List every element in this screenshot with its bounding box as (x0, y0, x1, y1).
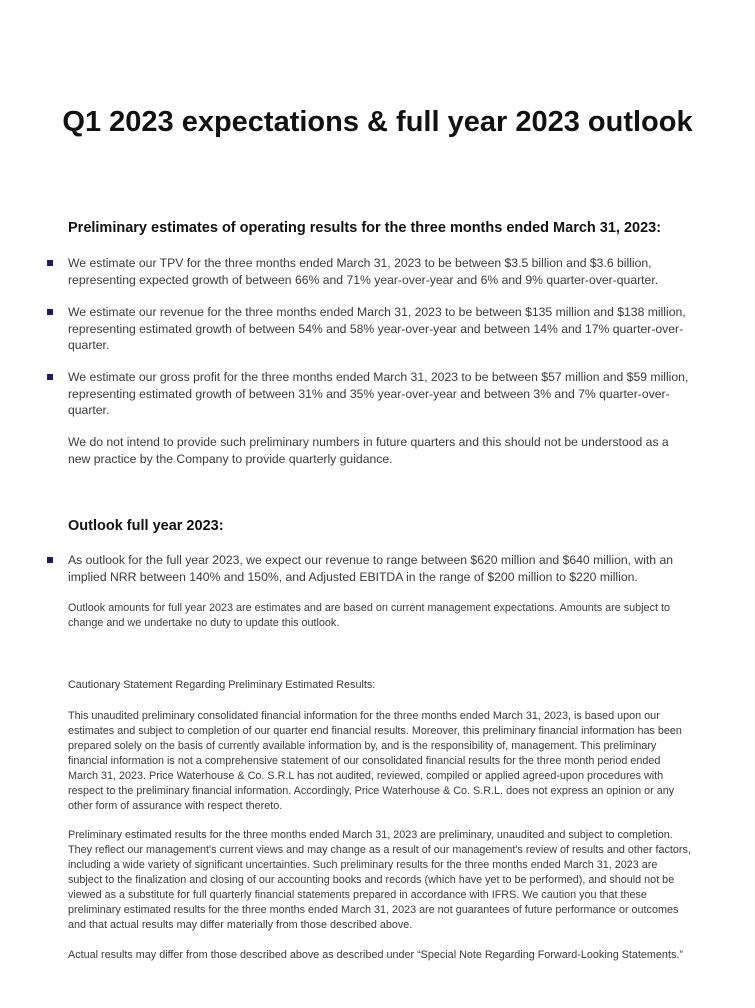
tpv-estimate-text: We estimate our TPV for the three months ended March 31, 2023 to be between $3.5 billion and $3.6 billion, representing expected growth of between 66% and 71% year-over-year and 6% and 9% quarter-over-quarter. (68, 256, 659, 287)
page-title: Q1 2023 expectations & full year 2023 outlook (62, 106, 693, 138)
cautionary-paragraph-2: Preliminary estimated results for the three months ended March 31, 2023 are preliminary, unaudited and subject to completion. They reflect our management's current views and may change as a result of our management's review of results and other factors, including a wide variety of significant uncertainties. Such preliminary results for the three months ended March 31, 2023 are subject to the finalization and closing of our accounting books and records (which have yet to be performed), and should not be viewed as a substitute for full quarterly financial statements prepared in accordance with IFRS. We caution you that these preliminary estimated results for the three months ended March 31, 2023 are not guarantees of future performance or outcomes and that actual results may differ materially from those described above. (68, 829, 691, 931)
square-bullet-icon (47, 374, 53, 380)
gross-profit-estimate-text: We estimate our gross profit for the three months ended March 31, 2023 to be between $57 million and $59 million, representing estimated growth of between 31% and 35% year-over-year and between 3% and 7% quarter-over-quarter. (68, 370, 689, 417)
cautionary-paragraph-1: This unaudited preliminary consolidated financial information for the three months ended March 31, 2023, is based upon our estimates and subject to completion of our quarter end financial results. Moreover, this preliminary financial information has been prepared solely on the basis of currently available information by, and is the responsibility of, management. This preliminary financial information is not a comprehensive statement of our consolidated financial results for the three month period ended March 31, 2023. Price Waterhouse & Co. S.R.L has not audited, reviewed, compiled or applied agreed-upon procedures with respect to the preliminary financial information. Accordingly, Price Waterhouse & Co. S.R.L. does not express an opinion or any other form of assurance with respect thereto. (68, 710, 682, 812)
square-bullet-icon (47, 557, 53, 563)
outlook-heading: Outlook full year 2023: (68, 518, 224, 534)
square-bullet-icon (47, 260, 53, 266)
preliminary-heading: Preliminary estimates of operating results for the three months ended March 31, 2023: (68, 220, 662, 236)
cautionary-paragraph-3: Actual results may differ from those described above as described under “Special Note Regarding Forward-Looking Statements.” (68, 949, 683, 961)
outlook-note: Outlook amounts for full year 2023 are estimates and are based on current management expectations. Amounts are subject to change and we undertake no duty to update this outlook. (68, 602, 670, 629)
cautionary-heading: Cautionary Statement Regarding Preliminary Estimated Results: (68, 679, 376, 691)
outlook-text: As outlook for the full year 2023, we expect our revenue to range between $620 million and $640 million, with an implied NRR between 140% and 150%, and Adjusted EBITDA in the range of $200 million to $220 million. (68, 553, 674, 584)
revenue-estimate-text: We estimate our revenue for the three months ended March 31, 2023 to be between $135 million and $138 million, representing estimated growth of between 54% and 58% year-over-year and between 14% and 17% quarter-over-quarter. (68, 305, 686, 352)
preliminary-note: We do not intend to provide such preliminary numbers in future quarters and this should not be understood as a new practice by the Company to provide quarterly guidance. (68, 435, 669, 466)
square-bullet-icon (47, 309, 53, 315)
